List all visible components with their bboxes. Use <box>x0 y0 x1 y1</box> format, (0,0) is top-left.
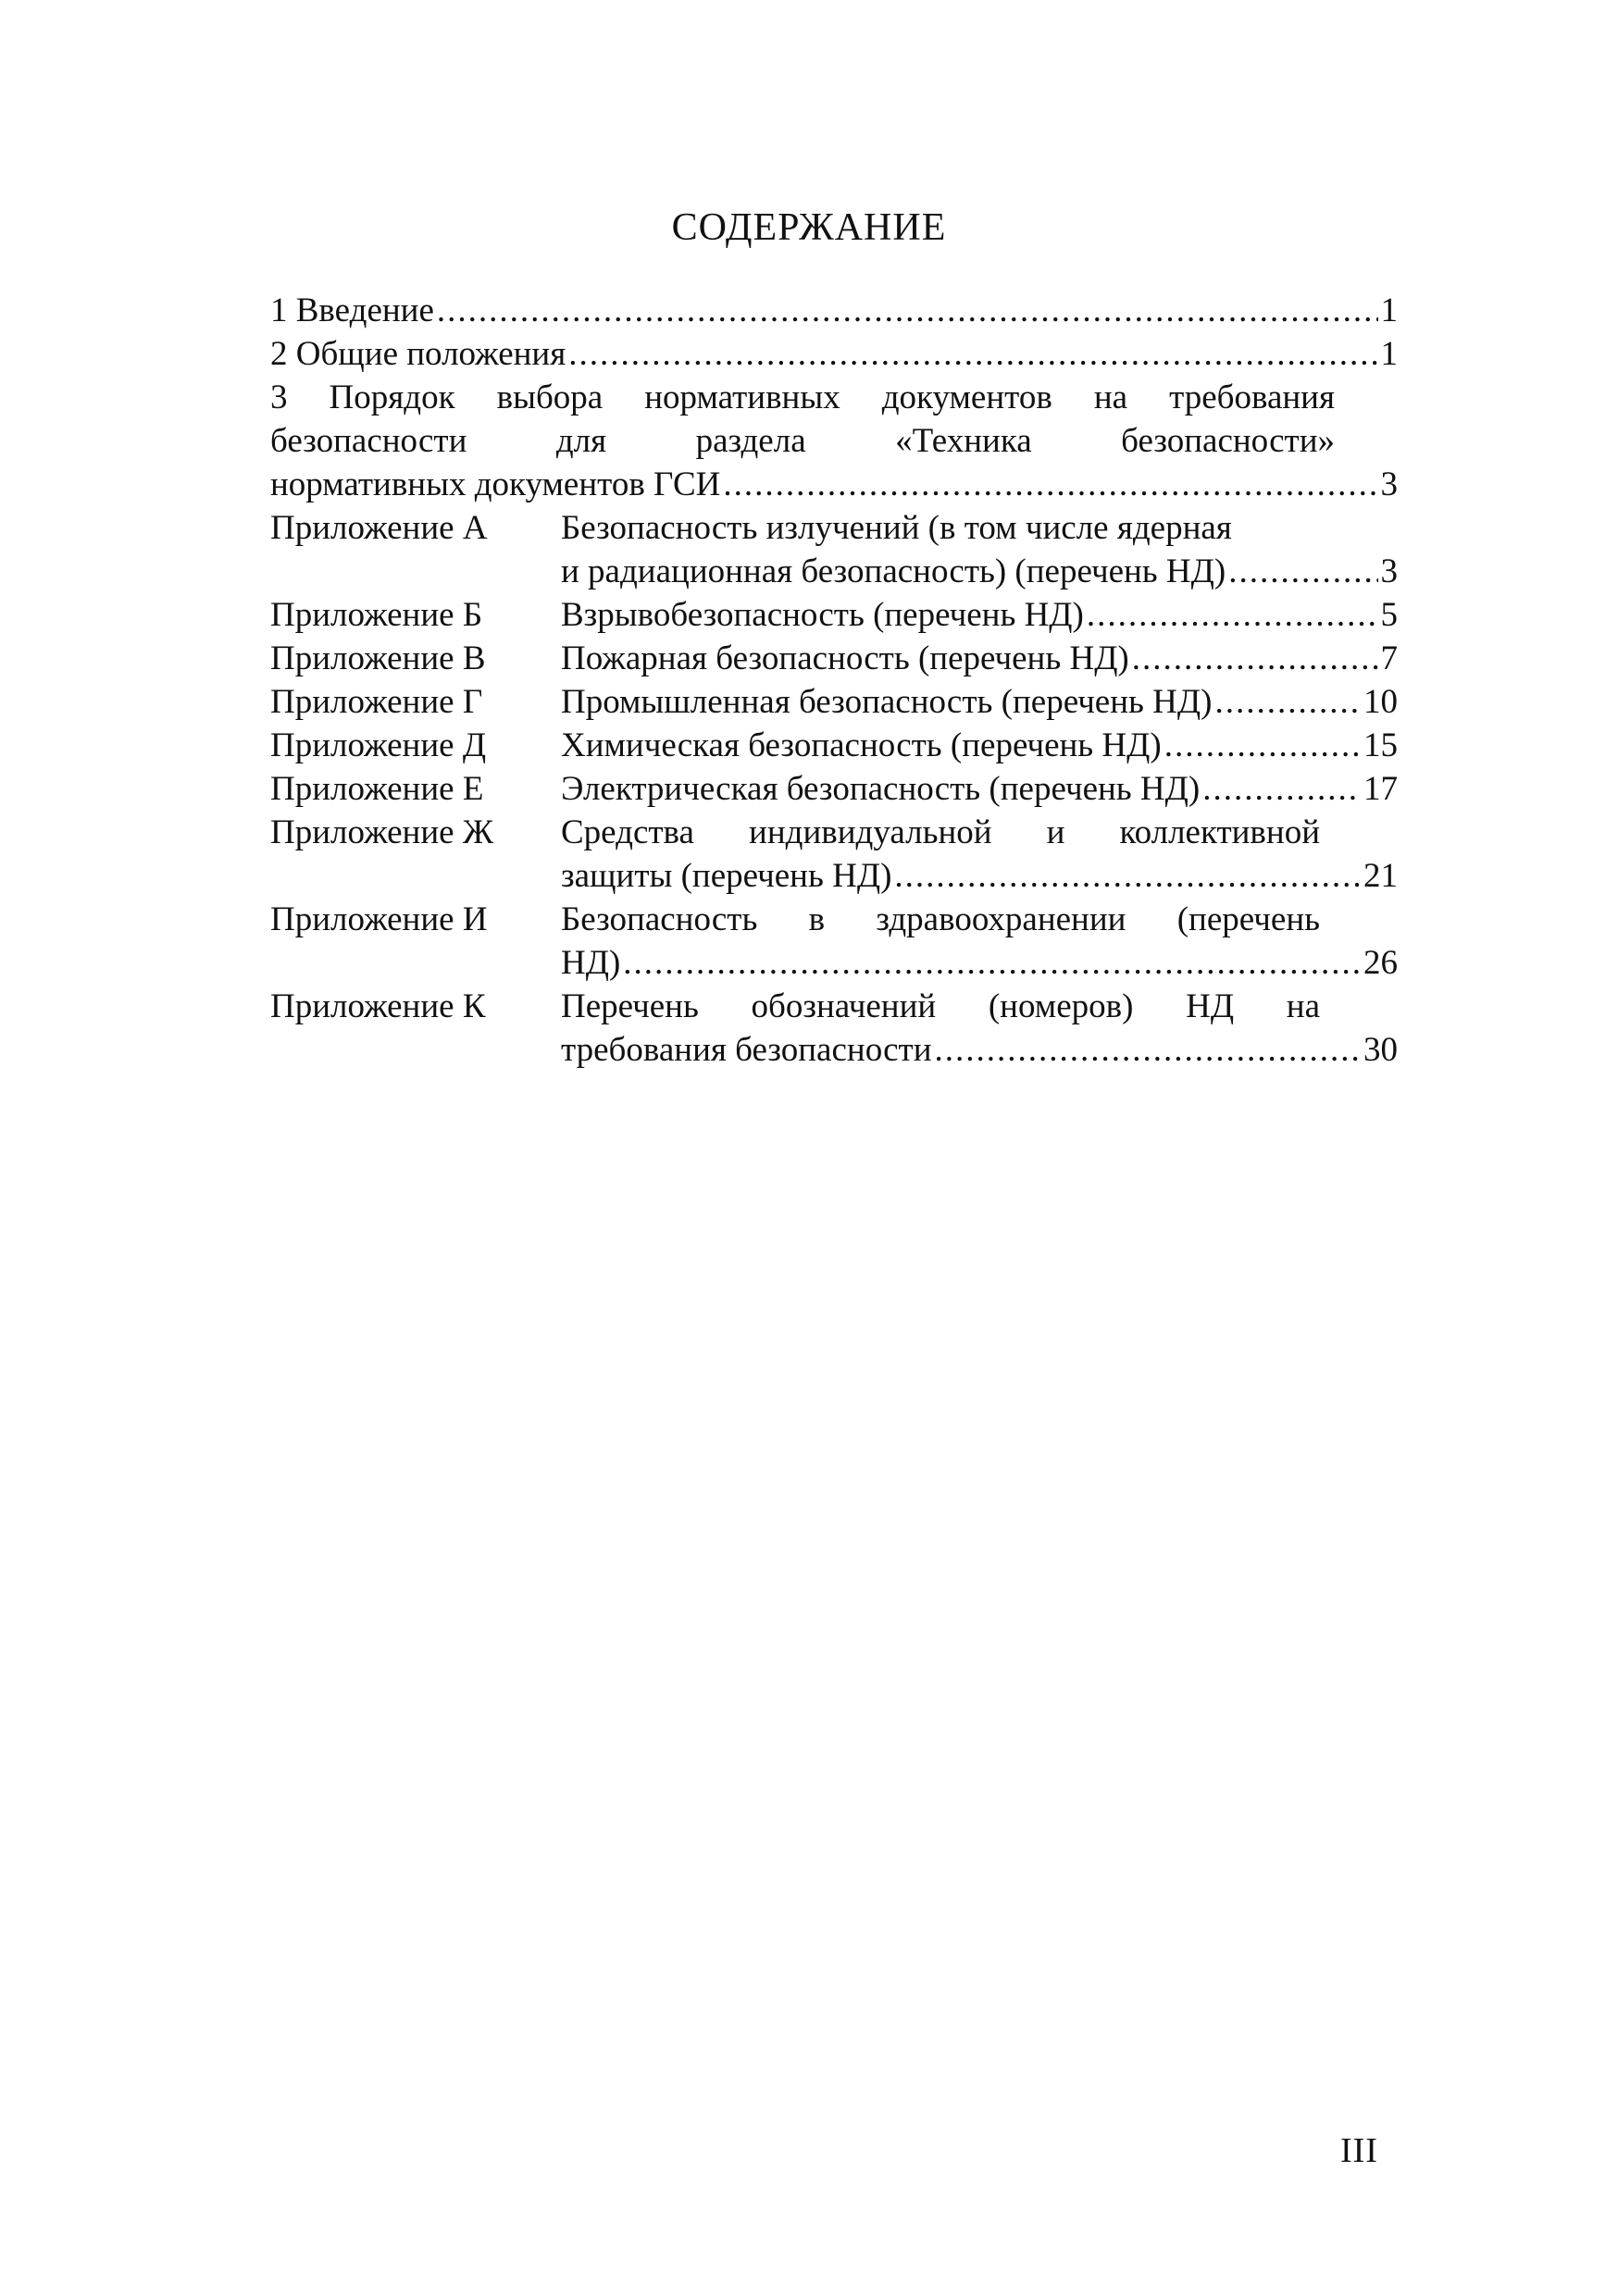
dot-leader <box>935 1028 1361 1072</box>
toc-entry-title-line: 3 Порядок выбора нормативных документов на требования <box>270 379 1335 416</box>
appendix-page: 30 <box>1363 1031 1398 1069</box>
appendix-label: Приложение Б <box>270 596 483 634</box>
toc-entry-title-line: нормативных документов ГСИ <box>270 465 721 503</box>
appendix-title-line: защиты (перечень НД) <box>561 857 892 895</box>
appendix-title-line: требования безопасности <box>561 1031 932 1069</box>
dot-leader <box>723 463 1377 506</box>
dot-leader <box>1214 680 1361 724</box>
appendix-label: Приложение И <box>270 900 488 938</box>
toc-entry-title: 1 Введение <box>270 292 434 329</box>
appendix-title-line: Средства индивидуальной и коллективной <box>561 813 1320 851</box>
appendix-title-line: Взрывобезопасность (перечень НД) <box>561 596 1084 634</box>
dot-leader <box>1228 550 1377 593</box>
appendix-page: 3 <box>1380 552 1398 590</box>
page-title: СОДЕРЖАНИЕ <box>671 206 947 249</box>
toc-appendix-a[interactable] <box>270 506 1398 593</box>
dot-leader <box>568 332 1377 376</box>
appendix-page: 17 <box>1363 770 1398 808</box>
dot-leader <box>623 941 1361 985</box>
toc-entry-title-line: безопасности для раздела «Техника безопасности» <box>270 422 1335 460</box>
toc-appendix-e[interactable] <box>270 767 1398 811</box>
dot-leader <box>437 289 1378 332</box>
appendix-page: 10 <box>1363 683 1398 721</box>
toc-appendix-i[interactable] <box>270 898 1398 985</box>
appendix-label: Приложение Г <box>270 683 483 721</box>
appendix-label: Приложение Ж <box>270 813 493 851</box>
appendix-title-line: Безопасность излучений (в том числе ядерная <box>561 509 1232 547</box>
page-number: III <box>1340 2131 1378 2170</box>
toc-appendix-zh[interactable] <box>270 811 1398 898</box>
toc-entry-page: 1 <box>1380 292 1398 329</box>
dot-leader <box>1132 637 1378 680</box>
toc-entry-title: 2 Общие положения <box>270 335 566 373</box>
toc-appendix-g[interactable] <box>270 680 1398 724</box>
toc-entry-introduction[interactable] <box>270 289 1398 332</box>
appendix-title-line: Безопасность в здравоохранении (перечень <box>561 900 1320 938</box>
appendix-title-line: Химическая безопасность (перечень НД) <box>561 726 1162 764</box>
appendix-title-line: Перечень обозначений (номеров) НД на <box>561 987 1320 1025</box>
toc-entry-page: 3 <box>1380 465 1398 503</box>
toc-entry-general-provisions[interactable] <box>270 332 1398 376</box>
appendix-page: 15 <box>1363 726 1398 764</box>
dot-leader <box>1202 767 1361 811</box>
appendix-title-line: и радиационная безопасность) (перечень НД) <box>561 552 1226 590</box>
appendix-title-line: Электрическая безопасность (перечень НД) <box>561 770 1201 808</box>
appendix-label: Приложение Е <box>270 770 484 808</box>
appendix-label: Приложение А <box>270 509 488 547</box>
toc-entry-section-3[interactable] <box>270 376 1335 463</box>
appendix-title-line: НД) <box>561 944 621 982</box>
table-of-contents <box>270 289 1398 1072</box>
toc-entry-page: 1 <box>1380 335 1398 373</box>
appendix-label: Приложение К <box>270 987 486 1025</box>
dot-leader <box>1087 593 1378 637</box>
toc-appendix-d[interactable] <box>270 724 1398 767</box>
toc-appendix-k[interactable] <box>270 985 1398 1072</box>
appendix-title-line: Промышленная безопасность (перечень НД) <box>561 683 1213 721</box>
appendix-page: 5 <box>1380 596 1398 634</box>
appendix-label: Приложение Д <box>270 726 487 764</box>
toc-entry-section-3-tail[interactable] <box>270 463 1398 506</box>
appendix-label: Приложение В <box>270 639 486 677</box>
dot-leader <box>894 854 1361 898</box>
toc-appendix-b[interactable] <box>270 593 1398 637</box>
dot-leader <box>1164 724 1361 767</box>
appendix-title-line: Пожарная безопасность (перечень НД) <box>561 639 1129 677</box>
toc-appendix-v[interactable] <box>270 637 1398 680</box>
appendix-page: 21 <box>1363 857 1398 895</box>
appendix-page: 7 <box>1380 639 1398 677</box>
appendix-page: 26 <box>1363 944 1398 982</box>
